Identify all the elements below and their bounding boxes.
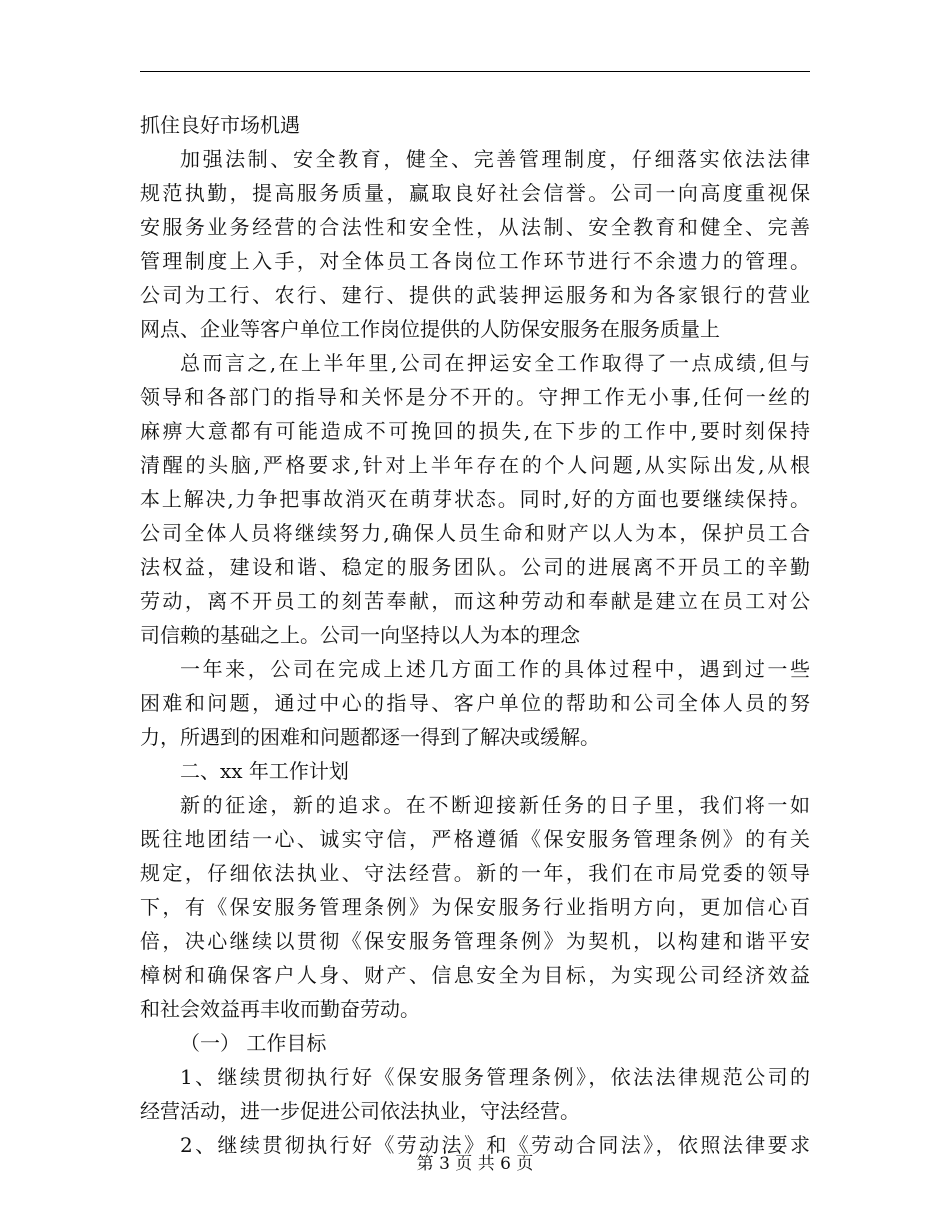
document-body xyxy=(140,108,810,1162)
paragraph-line: 劳动，离不开员工的刻苦奉献，而这种劳动和奉献是建立在员工对公 xyxy=(140,589,810,613)
paragraph-line: 倍，决心继续以贯彻《保安服务管理条例》为契机，以构建和谐平安 xyxy=(140,929,810,953)
paragraph-line: 公司为工行、农行、建行、提供的武装押运服务和为各家银行的营业 xyxy=(140,283,810,307)
paragraph-line: 抓住良好市场机遇 xyxy=(140,113,300,137)
paragraph-line: 2、继续贯彻执行好《劳动法》和《劳动合同法》，依照法律要求 xyxy=(180,1133,810,1157)
paragraph-line: 管理制度上入手，对全体员工各岗位工作环节进行不余遗力的管理。 xyxy=(140,249,810,273)
paragraph-line: 樟树和确保客户人身、财产、信息安全为目标，为实现公司经济效益 xyxy=(140,963,810,987)
paragraph-line: 既往地团结一心、诚实守信，严格遵循《保安服务管理条例》的有关 xyxy=(140,827,810,851)
paragraph-line: 司信赖的基础之上。公司一向坚持以人为本的理念 xyxy=(140,623,580,647)
paragraph-line: 和社会效益再丰收而勤奋劳动。 xyxy=(140,997,420,1021)
paragraph-line: 领导和各部门的指导和关怀是分不开的。守押工作无小事,任何一丝的 xyxy=(140,385,810,409)
paragraph-line: 下，有《保安服务管理条例》为保安服务行业指明方向，更加信心百 xyxy=(140,895,810,919)
page-number-footer: 第 3 页 共 6 页 xyxy=(416,1154,534,1174)
paragraph-line: 总而言之,在上半年里,公司在押运安全工作取得了一点成绩,但与 xyxy=(180,351,810,375)
subsection-heading: （一） 工作目标 xyxy=(180,1031,327,1055)
paragraph-line: 安服务业务经营的合法性和安全性，从法制、安全教育和健全、完善 xyxy=(140,215,810,239)
paragraph-line: 清醒的头脑,严格要求,针对上半年存在的个人问题,从实际出发,从根 xyxy=(140,453,810,477)
paragraph-line: 麻痹大意都有可能造成不可挽回的损失,在下步的工作中,要时刻保持 xyxy=(140,419,810,443)
paragraph-line: 困难和问题，通过中心的指导、客户单位的帮助和公司全体人员的努 xyxy=(140,691,810,715)
paragraph-line: 一年来，公司在完成上述几方面工作的具体过程中，遇到过一些 xyxy=(180,657,810,681)
paragraph-line: 公司全体人员将继续努力,确保人员生命和财产以人为本，保护员工合 xyxy=(140,521,810,545)
paragraph-line: 规定，仔细依法执业、守法经营。新的一年，我们在市局党委的领导 xyxy=(140,861,810,885)
paragraph-line: 经营活动，进一步促进公司依法执业，守法经营。 xyxy=(140,1099,580,1123)
paragraph-line: 法权益，建设和谐、稳定的服务团队。公司的进展离不开员工的辛勤 xyxy=(140,555,810,579)
paragraph-line: 加强法制、安全教育，健全、完善管理制度，仔细落实依法法律 xyxy=(180,147,810,171)
paragraph-line: 网点、企业等客户单位工作岗位提供的人防保安服务在服务质量上 xyxy=(140,317,720,341)
paragraph-line: 1、继续贯彻执行好《保安服务管理条例》，依法法律规范公司的 xyxy=(180,1065,810,1089)
paragraph-line: 规范执勤，提高服务质量，赢取良好社会信誉。公司一向高度重视保 xyxy=(140,181,810,205)
paragraph-line: 本上解决,力争把事故消灭在萌芽状态。同时,好的方面也要继续保持。 xyxy=(140,487,810,511)
paragraph-line: 新的征途，新的追求。在不断迎接新任务的日子里，我们将一如 xyxy=(180,793,810,817)
header-rule xyxy=(140,71,810,72)
paragraph-line: 力，所遇到的困难和问题都逐一得到了解决或缓解。 xyxy=(140,725,600,749)
section-heading: 二、xx 年工作计划 xyxy=(180,759,349,783)
